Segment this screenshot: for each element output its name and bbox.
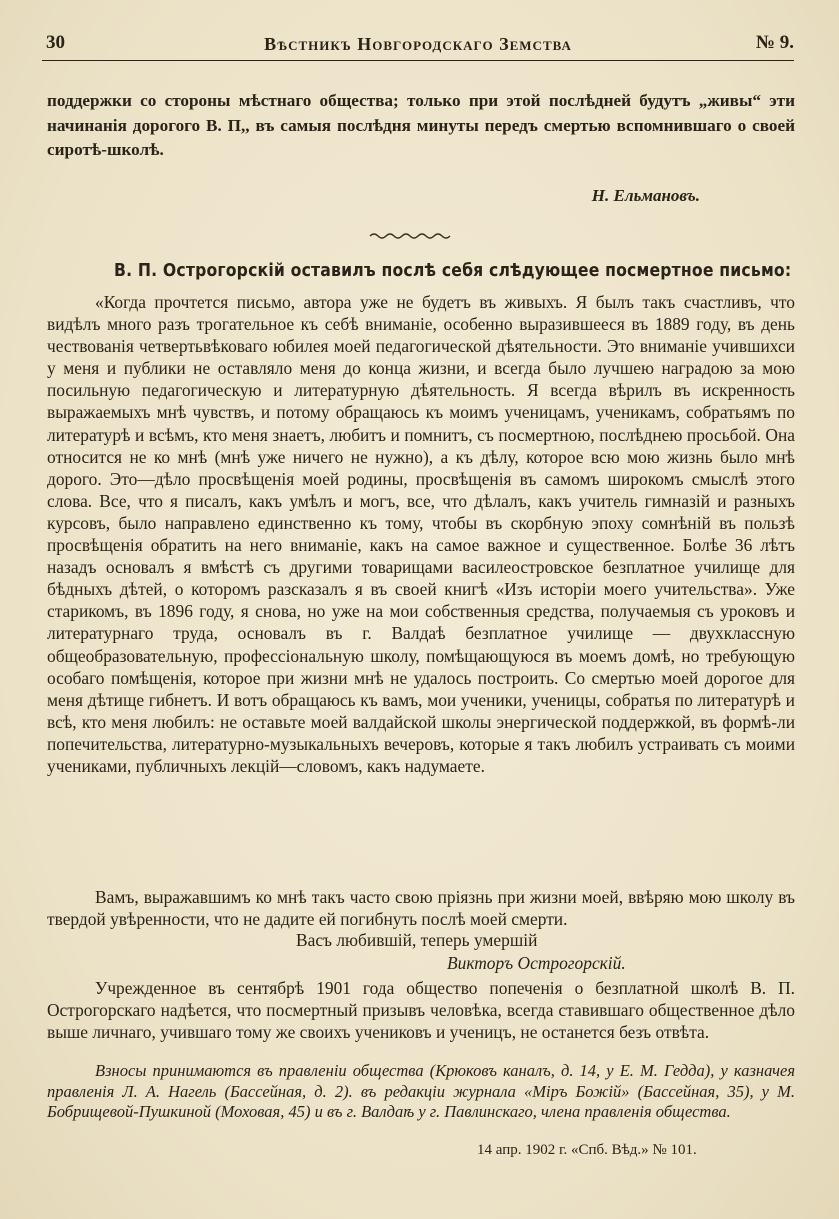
author-signature: Н. Ельмановъ.	[591, 186, 700, 205]
article-heading: В. П. Острогорскій оставилъ послѣ себя слѣдующее посмертное письмо:	[114, 260, 792, 281]
society-note: Учрежденное въ сентябрѣ 1901 года общество попеченія о безплатной школѣ В. П. Острогорскаго надѣется, что посмертный призывъ человѣка, всегда ставившаго общественное дѣло выше личнаго, учившаго тому же своихъ учениковъ и ученицъ, не останется безъ отвѣта.	[47, 978, 795, 1043]
journal-title: Вѣстникъ Новгородскаго Земства	[264, 34, 572, 54]
letter-paragraph-1: «Когда прочтется письмо, автора уже не будетъ въ живыхъ. Я былъ такъ счастливъ, что видѣлъ много разъ трогательное къ себѣ вниманіе, особенно выразившееся въ 1889 году, въ день чествованія четвертьвѣковаго юбилея моей педагогической дѣятельности. Это вниманіе учившихси у меня и публики не оставляло меня до конца жизни, и всегда было лучшею наградою за мою посильную педагогическую и литературную дѣятельность. Я всегда вѣрилъ въ искренность выражаемыхъ мнѣ чувствъ, и потому обращаюсь къ моимъ ученицамъ, ученикамъ, собратьямъ по литературѣ и всѣмъ, кто меня знаетъ, любитъ и помнитъ, съ посмертною, послѣднею просьбой. Она относится не ко мнѣ (мнѣ уже ничего не нужно), а къ дѣлу, которое всю мою жизнь было мнѣ дорого. Это—дѣло просвѣщенія моей родины, просвѣщенія въ самомъ широкомъ смыслѣ этого слова. Все, что я писалъ, какъ умѣлъ и могъ, все, что дѣлалъ, какъ учитель гимназій и разныхъ курсовъ, было направлено единственно къ тому, чтобы въ скорбную эпоху сомнѣній въ пользѣ просвѣщенія обратить на него вниманіе, какъ на самое важное и существенное. Болѣе 36 лѣтъ назадъ основалъ я вмѣстѣ съ другими товарищами василеостровское безплатное училище для бѣдныхъ дѣтей, о которомъ разсказалъ я въ своей книгѣ «Изъ исторіи моего учительства». Уже старикомъ, въ 1896 году, я снова, но уже на мои собственныя средства, получаемыя съ уроковъ и литературнаго труда, основалъ въ г. Валдаѣ безплатное училище — двухклассную общеобразовательную, профессіональную школу, помѣщающуюся въ моемъ домѣ, но требующую особаго помѣщенія, которое при жизни мнѣ не удалось построить. Со смертью моей дорогое для меня дѣтище гибнетъ. И вотъ обращаюсь къ вамъ, мои ученики, ученицы, собратья по литературѣ и всѣ, кто меня любилъ: не оставьте моей валдайской школы энергической поддержкой, въ формѣ-ли попечительства, литературно-музыкальныхъ вечеровъ, которые я такъ любилъ устраивать съ моими учениками, публичныхъ лекцій—словомъ, какъ надумаете.	[47, 292, 795, 776]
letter-signature: Викторъ Острогорскій.	[447, 953, 626, 973]
letter-paragraph-2: Вамъ, выражавшимъ ко мнѣ такъ часто свою пріязнь при жизни моей, ввѣряю мою школу въ твердой увѣренности, что не дадите ей погибнуть послѣ моей смерти.	[47, 887, 795, 930]
preceding-paragraph: поддержки со стороны мѣстнаго общества; только при этой послѣдней будутъ „живы“ эти начинанія дорогого В. П,, въ самыя послѣдня минуты передъ смертью вспомнившаго о своей сиротѣ-школѣ.	[47, 91, 795, 159]
donations-note: Взносы принимаются въ правленіи общества (Крюковъ каналъ, д. 14, у Е. М. Гедда), у казначея правленія Л. А. Нагель (Бассейная, д. 2). въ редакціи журнала «Міръ Божій» (Бассейная, 35), у М. Бобрищевой-Пушкиной (Моховая, 45) и въ г. Валдаѣ у г. Павлинскаго, члена правленія общества.	[47, 1061, 795, 1122]
header-rule	[42, 60, 794, 61]
page-number: 30	[46, 32, 65, 53]
source-citation: 14 апр. 1902 г. «Спб. Вѣд.» № 101.	[477, 1142, 697, 1158]
letter-closing: Васъ любившій, теперь умершій	[296, 930, 538, 950]
page-header	[42, 32, 794, 62]
section-divider-ornament	[368, 230, 454, 242]
issue-number: № 9.	[755, 32, 794, 53]
